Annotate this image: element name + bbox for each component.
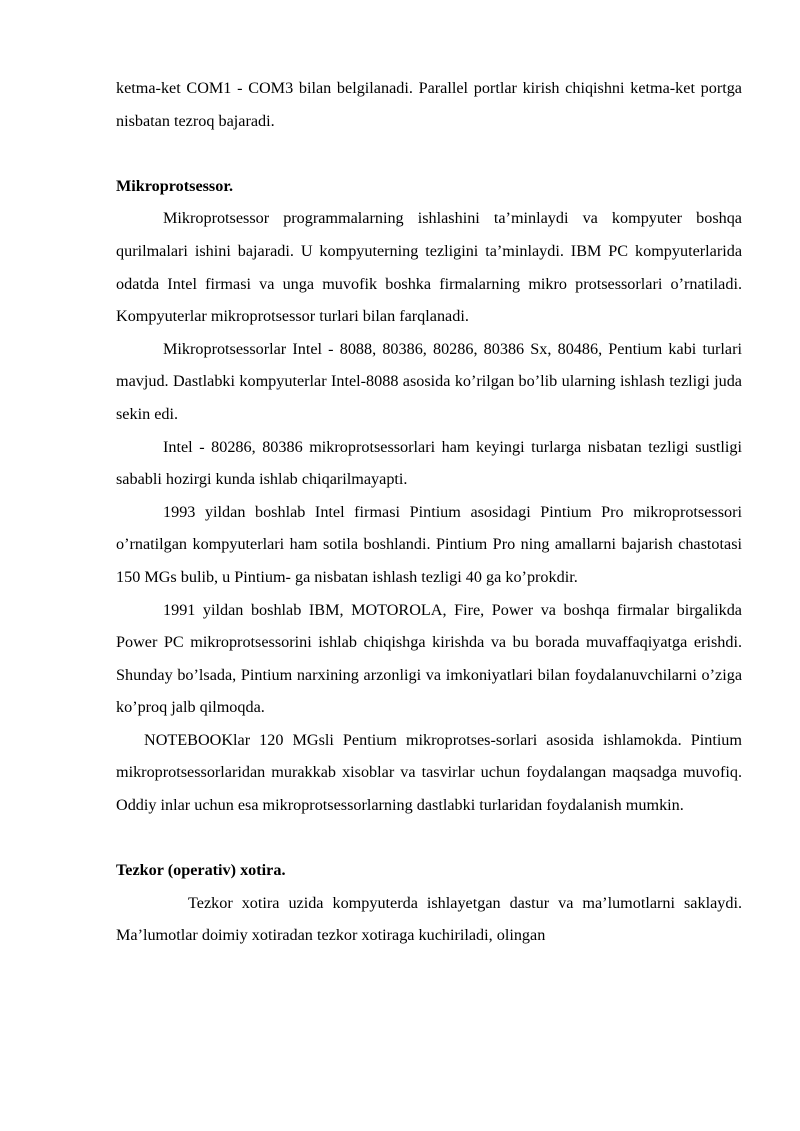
paragraph-notebooks: NOTEBOOKlar 120 MGsli Pentium mikroprotses-sorlari asosida ishlamokda. Pintium mikroprotsessorlaridan murakkab xisoblar va tasvirlar uchun foydalangan maqsadga muvofiq. Oddiy inlar uchun esa mikroprotsessorlarning dastlabki turlaridan foydalanish mumkin. <box>116 730 742 815</box>
document-page <box>116 72 742 952</box>
blank-line <box>116 137 742 170</box>
paragraph-microprocessor-types: Mikroprotsessorlar Intel - 8088, 80386, 80286, 80386 Sx, 80486, Pentium kabi turlari mavjud. Dastlabki kompyuterlar Intel-8088 asosida ko’rilgan bo’lib ularning ishlash tezligi juda sekin edi. <box>116 339 742 423</box>
paragraph-ram-intro: Tezkor xotira uzida kompyuterda ishlayetgan dastur va ma’lumotlarni saklaydi. Ma’lumotlar doimiy xotiradan tezkor xotiraga kuchiriladi, olingan <box>116 893 742 945</box>
paragraph-power-pc: 1991 yildan boshlab IBM, MOTOROLA, Fire, Power va boshqa firmalar birgalikda Power PC mikroprotsessorini ishlab chiqishga kirishda va bu borada muvaffaqiyatga erishdi. Shunday bo’lsada, Pintium narxining arzonligi va imkoniyatlari bilan foydalanuvchilarni o’ziga ko’proq jalb qilmoqda. <box>116 600 742 717</box>
blank-line <box>116 822 742 855</box>
heading-microprocessor: Mikroprotsessor. <box>116 176 234 195</box>
paragraph-ports-continuation: ketma-ket COM1 - COM3 bilan belgilanadi. Parallel portlar kirish chiqishni ketma-ket portga nisbatan tezroq bajaradi. <box>116 79 742 130</box>
paragraph-intel-80286: Intel - 80286, 80386 mikroprotsessorlari ham keyingi turlarga nisbatan tezligi sustligi sababli hozirgi kunda ishlab chiqarilmayapti. <box>116 437 742 489</box>
heading-ram: Tezkor (operativ) xotira. <box>116 861 286 880</box>
paragraph-pintium-pro: 1993 yildan boshlab Intel firmasi Pintium asosidagi Pintium Pro mikroprotsessori o’rnatilgan kompyuterlari ham sotila boshlandi. Pintium Pro ning amallarni bajarish chastotasi 150 MGs bulib, u Pintium- ga nisbatan ishlash tezligi 40 ga ko’prokdir. <box>116 502 742 586</box>
paragraph-microprocessor-intro: Mikroprotsessor programmalarning ishlashini ta’minlaydi va kompyuter boshqa qurilmalari ishini bajaradi. U kompyuterning tezligini ta’minlaydi. IBM PC kompyuterlarida odatda Intel firmasi va unga muvofik boshka firmalarning mikro protsessorlari o’rnatiladi. Kompyuterlar mikroprotsessor turlari bilan farqlanadi. <box>116 209 742 326</box>
